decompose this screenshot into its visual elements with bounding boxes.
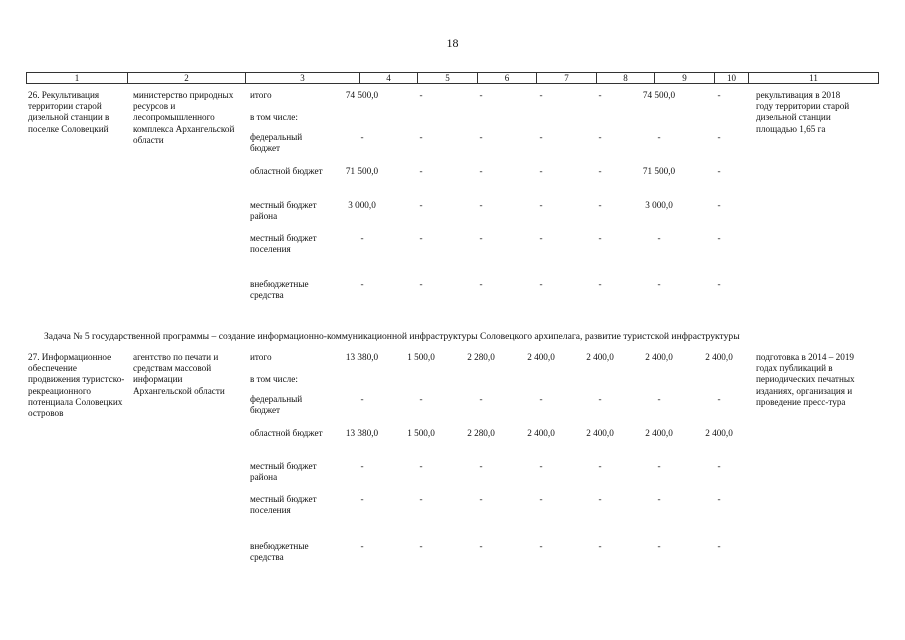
funding-value-cell: -	[717, 132, 721, 142]
col-3-number: 3	[246, 73, 360, 83]
funding-line-label: в том числе:	[250, 374, 298, 384]
funding-value-cell: 71 500,0	[642, 166, 676, 176]
row27-measure-name: 27. Информационное обеспечение продвижения туристско-рекреационного потенциала Соловецких островов	[28, 352, 125, 419]
col-6-number: 6	[478, 73, 537, 83]
row27-executor: агентство по печати и средствам массовой информации Архангельской области	[133, 352, 225, 396]
funding-value-cell: 13 380,0	[345, 428, 379, 438]
funding-value-cell: -	[419, 90, 423, 100]
row27-result: подготовка в 2014 – 2019 годах публикаций в периодических печатных изданиях, организация и проведение пресс-тура	[756, 352, 855, 407]
funding-line-label: внебюджетные средства	[250, 279, 309, 301]
funding-value-cell: 2 280,0	[467, 428, 495, 438]
funding-value-cell: 2 400,0	[705, 352, 733, 362]
funding-line-label: итого	[250, 90, 272, 100]
funding-value-cell: -	[657, 541, 661, 551]
funding-value-cell: -	[539, 200, 543, 210]
funding-value-cell: -	[419, 394, 423, 404]
funding-value-cell: -	[539, 166, 543, 176]
funding-value-cell: 1 500,0	[407, 352, 435, 362]
funding-line-label: местный бюджет района	[250, 461, 317, 483]
funding-value-cell: -	[419, 200, 423, 210]
funding-value-cell: -	[539, 279, 543, 289]
funding-value-cell: -	[360, 494, 364, 504]
task-5-heading: Задача № 5 государственной программы – создание информационно-коммуникационной инфраструктуры Соловецкого архипелага, развитие туристской инфраструктуры	[44, 331, 740, 342]
row26-measure-name: 26. Рекультивация территории старой дизельной станции в поселке Соловецкий	[28, 90, 110, 134]
funding-value-cell: -	[539, 541, 543, 551]
funding-value-cell: -	[419, 233, 423, 243]
funding-value-cell: -	[539, 494, 543, 504]
funding-value-cell: -	[360, 233, 364, 243]
col-5-number: 5	[418, 73, 478, 83]
funding-value-cell: -	[598, 90, 602, 100]
funding-value-cell: -	[479, 541, 483, 551]
funding-value-cell: -	[479, 279, 483, 289]
funding-value-cell: -	[717, 541, 721, 551]
funding-value-cell: -	[479, 132, 483, 142]
funding-value-cell: -	[479, 461, 483, 471]
funding-value-cell: 3 000,0	[645, 200, 673, 210]
funding-value-cell: -	[539, 132, 543, 142]
funding-value-cell: -	[479, 90, 483, 100]
col-11-number: 11	[809, 73, 818, 83]
funding-value-cell: -	[657, 461, 661, 471]
funding-value-cell: -	[598, 494, 602, 504]
row26-result: рекультивация в 2018 году территории старой дизельной станции площадью 1,65 га	[756, 90, 850, 134]
funding-value-cell: -	[539, 90, 543, 100]
funding-value-cell: -	[657, 233, 661, 243]
funding-value-cell: -	[479, 166, 483, 176]
funding-value-cell: -	[360, 541, 364, 551]
funding-value-cell: -	[717, 90, 721, 100]
funding-value-cell: -	[717, 461, 721, 471]
funding-line-label: местный бюджет поселения	[250, 233, 317, 255]
funding-value-cell: -	[598, 541, 602, 551]
column-number-header	[26, 72, 879, 84]
col-9-number: 9	[655, 73, 715, 83]
funding-line-label: внебюджетные средства	[250, 541, 309, 563]
funding-value-cell: -	[360, 279, 364, 289]
funding-value-cell: -	[360, 132, 364, 142]
funding-value-cell: -	[479, 394, 483, 404]
funding-value-cell: -	[717, 233, 721, 243]
col-7-number: 7	[537, 73, 597, 83]
col-2-number: 2	[128, 73, 246, 83]
funding-value-cell: 2 400,0	[586, 428, 614, 438]
funding-value-cell: 13 380,0	[345, 352, 379, 362]
funding-value-cell: 74 500,0	[642, 90, 676, 100]
funding-value-cell: 2 280,0	[467, 352, 495, 362]
funding-value-cell: -	[717, 200, 721, 210]
funding-value-cell: -	[419, 541, 423, 551]
funding-value-cell: 3 000,0	[348, 200, 376, 210]
col-8-number: 8	[597, 73, 655, 83]
funding-value-cell: -	[717, 279, 721, 289]
funding-line-label: областной бюджет	[250, 428, 323, 438]
funding-value-cell: -	[598, 233, 602, 243]
funding-value-cell: -	[419, 166, 423, 176]
funding-value-cell: -	[717, 494, 721, 504]
col-4-number: 4	[360, 73, 418, 83]
funding-line-label: итого	[250, 352, 272, 362]
funding-value-cell: -	[419, 279, 423, 289]
funding-value-cell: -	[657, 279, 661, 289]
funding-line-label: федеральный бюджет	[250, 394, 303, 416]
funding-value-cell: -	[539, 461, 543, 471]
funding-value-cell: -	[598, 166, 602, 176]
funding-value-cell: 2 400,0	[645, 352, 673, 362]
funding-value-cell: 1 500,0	[407, 428, 435, 438]
funding-value-cell: -	[360, 461, 364, 471]
funding-value-cell: -	[479, 200, 483, 210]
funding-value-cell: -	[539, 394, 543, 404]
row26-executor: министерство природных ресурсов и лесопромышленного комплекса Архангельской области	[133, 90, 235, 145]
funding-value-cell: -	[360, 394, 364, 404]
funding-line-label: в том числе:	[250, 112, 298, 122]
funding-value-cell: 2 400,0	[586, 352, 614, 362]
funding-value-cell: 2 400,0	[527, 428, 555, 438]
funding-value-cell: -	[479, 494, 483, 504]
funding-line-label: местный бюджет поселения	[250, 494, 317, 516]
funding-value-cell: 2 400,0	[527, 352, 555, 362]
funding-value-cell: -	[479, 233, 483, 243]
funding-value-cell: -	[717, 166, 721, 176]
col-10-number: 10	[715, 73, 749, 83]
funding-value-cell: 71 500,0	[345, 166, 379, 176]
funding-value-cell: -	[598, 394, 602, 404]
funding-line-label: областной бюджет	[250, 166, 323, 176]
funding-value-cell: -	[717, 394, 721, 404]
page-number: 18	[446, 36, 459, 50]
funding-value-cell: 74 500,0	[345, 90, 379, 100]
funding-value-cell: -	[657, 132, 661, 142]
funding-value-cell: 2 400,0	[705, 428, 733, 438]
funding-value-cell: -	[539, 233, 543, 243]
funding-line-label: местный бюджет района	[250, 200, 317, 222]
funding-value-cell: 2 400,0	[645, 428, 673, 438]
funding-value-cell: -	[598, 132, 602, 142]
funding-value-cell: -	[657, 494, 661, 504]
funding-value-cell: -	[419, 494, 423, 504]
funding-value-cell: -	[419, 461, 423, 471]
col-1-number: 1	[27, 73, 128, 83]
funding-value-cell: -	[598, 200, 602, 210]
funding-value-cell: -	[598, 461, 602, 471]
funding-value-cell: -	[598, 279, 602, 289]
funding-value-cell: -	[657, 394, 661, 404]
funding-line-label: федеральный бюджет	[250, 132, 303, 154]
funding-value-cell: -	[419, 132, 423, 142]
